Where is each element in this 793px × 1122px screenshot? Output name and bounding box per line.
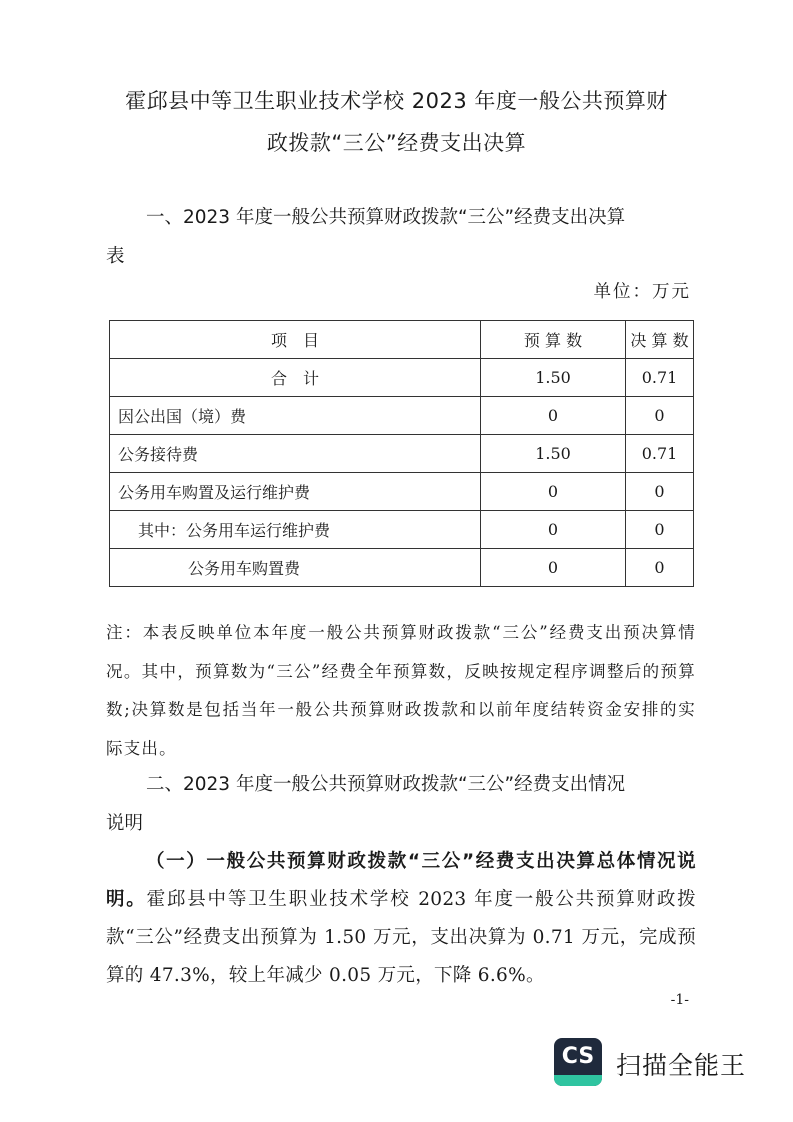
unit-label: 单位：万元 (593, 282, 691, 302)
row-actual: 0.71 (626, 435, 694, 473)
header-actual: 决 算 数 (626, 321, 694, 359)
page-number: -1- (670, 992, 689, 1008)
subsection1-text: 霍邱县中等卫生职业技术学校 2023 年度一般公共预算财政拨款“三公”经费支出预算为 1.50 万元，支出决算为 0.71 万元，完成预算的 47.3%，较上年减少 0.05 万元，下降 6.6%。 (106, 889, 696, 986)
subsection1-paragraph (106, 843, 696, 995)
table-header-row (110, 321, 694, 359)
subsection1-heading: （一）一般公共预算财政拨款“三公”经费支出决算总体情况说明。 (106, 851, 696, 910)
table-row (110, 511, 694, 549)
row-budget: 0 (481, 473, 626, 511)
row-item: 公务接待费 (110, 435, 481, 473)
row-actual: 0 (626, 549, 694, 587)
table-note: 注：本表反映单位本年度一般公共预算财政拨款“三公”经费支出预决算情况。其中，预算数为“三公”经费全年预算数，反映按规定程序调整后的预算数;决算数是包括当年一般公共预算财政拨款和以前年度结转资金安排的实际支出。 (106, 623, 696, 758)
header-item: 项 目 (110, 321, 481, 359)
row-budget: 1.50 (481, 435, 626, 473)
row-item: 公务用车购置及运行维护费 (110, 473, 481, 511)
table-row (110, 473, 694, 511)
section2-heading: 二、2023 年度一般公共预算财政拨款“三公”经费支出情况 (146, 774, 626, 795)
section2-heading-cont: 说明 (106, 813, 144, 834)
brand-watermark: 扫描全能王 (616, 1051, 747, 1080)
camscanner-logo-icon (554, 1038, 602, 1086)
table-row (110, 397, 694, 435)
logo-bar (554, 1075, 602, 1086)
row-item: 其中：公务用车运行维护费 (110, 511, 481, 549)
row-actual: 0 (626, 397, 694, 435)
table-row (110, 549, 694, 587)
logo-text: CS (561, 1044, 595, 1069)
section1-heading: 一、2023 年度一般公共预算财政拨款“三公”经费支出决算 (146, 207, 626, 228)
table-row-total (110, 359, 694, 397)
row-item: 合 计 (110, 359, 481, 397)
section1-heading-cont: 表 (106, 246, 125, 267)
row-budget: 0 (481, 397, 626, 435)
document-title-line1: 霍邱县中等卫生职业技术学校 2023 年度一般公共预算财 (125, 89, 668, 113)
row-budget: 1.50 (481, 359, 626, 397)
document-title-line2: 政拨款“三公”经费支出决算 (266, 131, 527, 155)
expenditure-table (109, 320, 694, 587)
row-budget: 0 (481, 549, 626, 587)
header-budget: 预 算 数 (481, 321, 626, 359)
row-actual: 0.71 (626, 359, 694, 397)
row-item: 因公出国（境）费 (110, 397, 481, 435)
table-row (110, 435, 694, 473)
row-budget: 0 (481, 511, 626, 549)
row-actual: 0 (626, 511, 694, 549)
row-actual: 0 (626, 473, 694, 511)
row-item: 公务用车购置费 (110, 549, 481, 587)
